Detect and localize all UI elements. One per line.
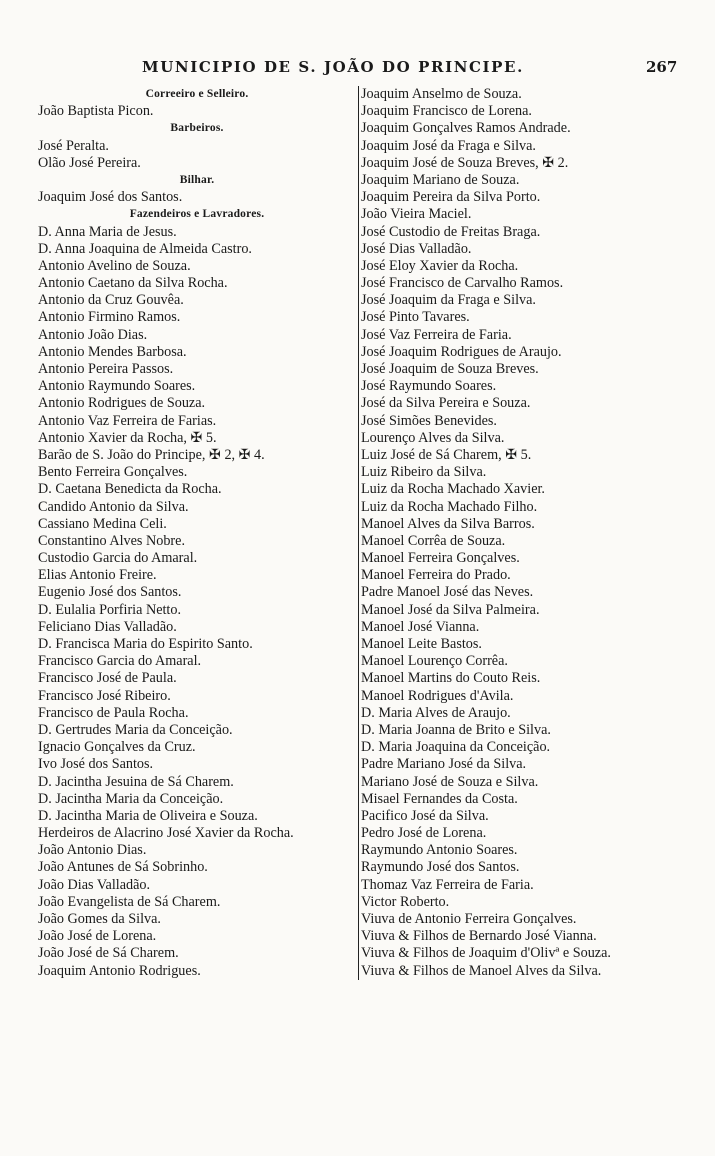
list-entry: Antonio Avelino de Souza. — [38, 257, 191, 274]
list-entry: D. Eulalia Porfiria Netto. — [38, 601, 182, 618]
list-entry: Joaquim Mariano de Souza. — [361, 171, 520, 188]
list-entry: Lourenço Alves da Silva. — [361, 429, 505, 446]
list-entry: Antonio Firmino Ramos. — [38, 309, 181, 326]
list-entry: Joaquim José de Souza Breves, ✠ 2. — [361, 154, 569, 171]
list-entry: Manoel Ferreira do Prado. — [361, 567, 511, 584]
list-entry: Antonio João Dias. — [38, 326, 148, 343]
list-entry: Antonio da Cruz Gouvêa. — [38, 292, 184, 309]
list-entry: Francisco José Ribeiro. — [38, 687, 171, 704]
list-entry: José Joaquim de Souza Breves. — [361, 361, 539, 377]
page-number: 267 — [646, 58, 678, 76]
list-entry: Ignacio Gonçalves da Cruz. — [38, 739, 196, 756]
list-entry: Francisco de Paula Rocha. — [38, 704, 189, 721]
list-entry: Manoel Lourenço Corrêa. — [361, 653, 508, 670]
list-entry: D. Francisca Maria do Espirito Santo. — [38, 636, 253, 652]
list-entry: Viuva & Filhos de Joaquim d'Olivª e Souza. — [361, 945, 611, 962]
list-entry: Joaquim Gonçalves Ramos Andrade. — [361, 120, 571, 137]
list-entry: Custodio Garcia do Amaral. — [38, 550, 198, 567]
page-title: MUNICIPIO DE S. JOÃO DO PRINCIPE. — [142, 58, 524, 76]
list-entry: D. Anna Maria de Jesus. — [38, 223, 177, 240]
list-entry: José Simões Benevides. — [361, 412, 497, 429]
section-heading: Correeiro e Selleiro. — [145, 88, 249, 100]
list-entry: José da Silva Pereira e Souza. — [361, 395, 531, 412]
list-entry: D. Maria Joanna de Brito e Silva. — [361, 721, 551, 738]
right-column — [358, 86, 701, 980]
list-entry: Pacifico José da Silva. — [361, 807, 489, 824]
list-entry: Cassiano Medina Celi. — [38, 515, 167, 532]
list-entry: Joaquim José da Fraga e Silva. — [361, 137, 536, 154]
list-entry: Antonio Xavier da Rocha, ✠ 5. — [38, 429, 217, 446]
page-header — [0, 58, 715, 82]
section-heading: Bilhar. — [179, 173, 215, 186]
list-entry: Luiz José de Sá Charem, ✠ 5. — [361, 446, 532, 463]
list-entry: João Antonio Dias. — [38, 842, 147, 859]
list-entry: Joaquim Francisco de Lorena. — [361, 103, 532, 120]
list-entry: José Pinto Tavares. — [361, 309, 470, 326]
list-entry: José Joaquim da Fraga e Silva. — [361, 292, 536, 309]
list-entry: José Joaquim Rodrigues de Araujo. — [361, 343, 562, 360]
list-entry: D. Jacintha Jesuina de Sá Charem. — [38, 773, 234, 790]
list-entry: Misael Fernandes da Costa. — [361, 790, 518, 807]
list-entry: Viuva de Antonio Ferreira Gonçalves. — [361, 911, 577, 927]
list-entry: João Antunes de Sá Sobrinho. — [38, 859, 208, 876]
list-entry: Bento Ferreira Gonçalves. — [38, 464, 188, 481]
list-entry: Luiz da Rocha Machado Filho. — [361, 498, 538, 515]
list-entry: Manoel Ferreira Gonçalves. — [361, 550, 520, 567]
list-entry: José Dias Valladão. — [361, 240, 472, 257]
list-entry: Constantino Alves Nobre. — [38, 532, 185, 549]
list-entry: Raymundo Antonio Soares. — [361, 842, 518, 859]
list-entry: José Vaz Ferreira de Faria. — [361, 326, 512, 343]
list-entry: Thomaz Vaz Ferreira de Faria. — [361, 876, 534, 893]
list-entry: João Dias Valladão. — [38, 876, 151, 893]
list-entry: D. Maria Alves de Araujo. — [361, 704, 511, 721]
list-entry: D. Gertrudes Maria da Conceição. — [38, 721, 233, 738]
list-entry: Manoel Rodrigues d'Avila. — [361, 687, 514, 704]
list-entry: João Gomes da Silva. — [38, 911, 161, 927]
list-entry: Joaquim Antonio Rodrigues. — [38, 962, 201, 979]
list-entry: José Eloy Xavier da Rocha. — [361, 257, 519, 274]
list-entry: João José de Lorena. — [38, 928, 157, 945]
list-entry: João Evangelista de Sá Charem. — [38, 893, 221, 910]
list-entry: Candido Antonio da Silva. — [38, 498, 189, 515]
list-entry: D. Caetana Benedicta da Rocha. — [38, 481, 222, 498]
list-entry: Francisco José de Paula. — [38, 670, 177, 687]
list-entry: Manoel Martins do Couto Reis. — [361, 670, 541, 687]
list-entry: José Raymundo Soares. — [361, 378, 497, 395]
list-entry: Viuva & Filhos de Manoel Alves da Silva. — [361, 962, 602, 979]
list-entry: Antonio Vaz Ferreira de Farias. — [38, 412, 217, 429]
list-entry: D. Maria Joaquina da Conceição. — [361, 739, 551, 756]
list-entry: Manoel José Vianna. — [361, 618, 480, 635]
list-entry: Eugenio José dos Santos. — [38, 584, 182, 601]
list-entry: José Peralta. — [38, 137, 109, 154]
list-entry: Luiz Ribeiro da Silva. — [361, 464, 487, 481]
list-entry: Francisco Garcia do Amaral. — [38, 653, 202, 670]
list-entry: Barão de S. João do Principe, ✠ 2, ✠ 4. — [38, 446, 265, 463]
list-entry: D. Jacintha Maria de Oliveira e Souza. — [38, 807, 258, 824]
list-entry: Manoel José da Silva Palmeira. — [361, 601, 540, 618]
list-entry: Herdeiros de Alacrino José Xavier da Rocha. — [38, 825, 294, 842]
list-entry: Padre Manoel José das Neves. — [361, 584, 534, 601]
list-entry: Padre Mariano José da Silva. — [361, 756, 527, 773]
list-entry: Victor Roberto. — [361, 893, 450, 910]
list-entry: Elias Antonio Freire. — [38, 567, 157, 584]
list-entry: Antonio Raymundo Soares. — [38, 378, 196, 395]
list-entry: José Custodio de Freitas Braga. — [361, 223, 541, 240]
list-entry: João José de Sá Charem. — [38, 945, 179, 962]
list-entry: Pedro José de Lorena. — [361, 825, 487, 842]
list-entry: Antonio Pereira Passos. — [38, 361, 174, 377]
list-entry: Luiz da Rocha Machado Xavier. — [361, 481, 545, 498]
list-entry: Raymundo José dos Santos. — [361, 859, 520, 876]
list-entry: João Vieira Maciel. — [361, 206, 472, 223]
list-entry: D. Jacintha Maria da Conceição. — [38, 790, 224, 807]
list-entry: D. Anna Joaquina de Almeida Castro. — [38, 240, 252, 257]
left-column — [38, 86, 356, 980]
list-entry: Antonio Mendes Barbosa. — [38, 343, 187, 360]
list-entry: Joaquim Pereira da Silva Porto. — [361, 189, 541, 206]
list-entry: Joaquim Anselmo de Souza. — [361, 86, 522, 102]
list-entry: Manoel Corrêa de Souza. — [361, 532, 506, 549]
list-entry: Ivo José dos Santos. — [38, 756, 154, 773]
list-entry: Olão José Pereira. — [38, 154, 141, 171]
list-entry: José Francisco de Carvalho Ramos. — [361, 275, 564, 292]
list-entry: Antonio Caetano da Silva Rocha. — [38, 275, 228, 292]
list-entry: Antonio Rodrigues de Souza. — [38, 395, 206, 412]
list-entry: Mariano José de Souza e Silva. — [361, 773, 539, 790]
section-heading: Fazendeiros e Lavradores. — [129, 208, 265, 221]
list-entry: Feliciano Dias Valladão. — [38, 618, 177, 635]
list-entry: Joaquim José dos Santos. — [38, 189, 183, 206]
list-entry: João Baptista Picon. — [38, 103, 154, 120]
list-entry: Manoel Leite Bastos. — [361, 636, 482, 652]
list-entry: Manoel Alves da Silva Barros. — [361, 515, 535, 532]
list-entry: Viuva & Filhos de Bernardo José Vianna. — [361, 928, 597, 945]
section-heading: Barbeiros. — [170, 122, 224, 135]
